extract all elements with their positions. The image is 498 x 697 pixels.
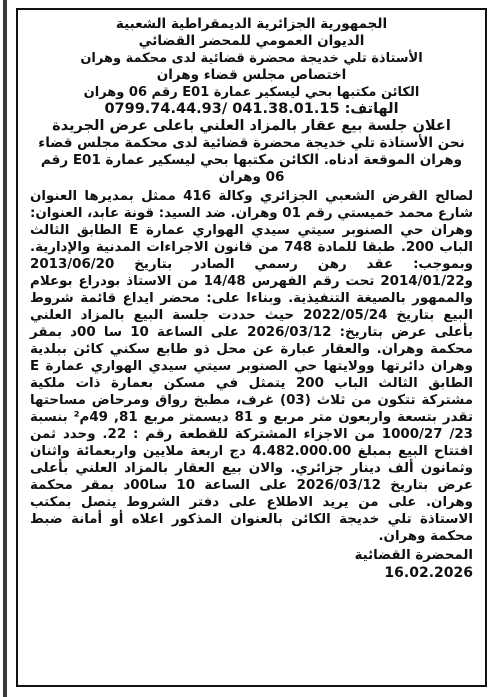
legal-notice-box bbox=[16, 8, 487, 687]
notice-body: لصالح القرض الشعبي الجزائري وكالة 416 ممثل بمديرها العنوان شارع محمد خميستي رقم 01 وهران. ضد السيد: قونة عابد، العنوان: وهران حي الصنوبر سيتي سيدي الهواري عمارة E الطابق الثالث الباب 200. طبقا للمادة 748 من قانون الاجراءات المدنية والإدارية. وبموجب: عقد رهن رسمي الصادر بتاريخ 2013/06/20 و2014/01/22 تحت رقم الفهرس 14/48 من الاستاذ بودراع بوعلام والممهور بالصيغة التنفيذية. وبناءا على: محضر ايداع قائمة شروط البيع بتاريخ 2022/05/24 حيث حددت جلسة البيع بالمزاد العلني بأعلى عرض بتاريخ: 2026/03/12 على الساعة 10 سا 00د بمقر محكمة وهران. والعقار عبارة عن محل ذو طابع سكني كائن ببلدية وهران دائرتها وولايتها حي الصنوبر سيتي سيدي الهواري عمارة E الطابق الثالث الباب 200 يتمثل في مسكن بعمارة ذات ملكية مشتركة تتكون من ثلاث (03) غرف، مطبخ رواق ومرحاض مساحتها تقدر بتسعة واربعون متر مربع و 81 ديسمتر مربع 81, 49م² بنسبة 23/ 1000/27 من الاجزاء المشتركة للقطعة رقم : 22. وحدد ثمن افتتاح البيع بمبلغ 4.482.000.00 دج اربعة ملايين واربعمائة واثنان وثمانون ألف دينار جزائري. والان بيع العقار بالمزاد العلني بأعلى عرض بتاريخ 2026/03/12 على الساعة 10 سا00د بمقر محكمة وهران. على من يريد الاطلاع على دفتر الشروط يتصل بمكتب الاستاذة تلي خديجة الكائن بالعنوان المذكور اعلاه أو أمانة ضبط محكمة وهران. bbox=[30, 189, 474, 544]
column-divider bbox=[3, 0, 7, 697]
notice-title: اعلان جلسة بيع عقار بالمزاد العلني باعلى عرض الجريدة bbox=[52, 118, 451, 134]
bailiff-name: الأستاذة تلي خديجة محضرة قضائية لدى محكمة وهران bbox=[80, 51, 423, 66]
notice-header bbox=[30, 16, 473, 186]
office-address: الكائن مكتبها بحي ليسكير عمارة E01 رقم 06 وهران bbox=[83, 85, 420, 100]
bailiff-intro: نحن الأستاذة تلي خديجة محضرة قضائية لدى محكمة مجلس قضاء وهران الموقعة ادناه. الكائن مكتبها بحي ليسكير عمارة E01 رقم 06 وهران bbox=[38, 135, 465, 185]
jurisdiction: اختصاص مجلس قضاء وهران bbox=[156, 67, 347, 83]
office-title: الديوان العمومي للمحضر القضائي bbox=[138, 33, 365, 49]
republic-title: الجمهورية الجزائرية الديمقراطية الشعبية bbox=[115, 16, 388, 32]
notice-date: 16.02.2026 bbox=[384, 565, 473, 581]
signature-label: المحضرة القضائية bbox=[354, 548, 473, 563]
phone-numbers: الهاتف: 041.38.01.15 /0799.74.44.93 bbox=[104, 101, 399, 117]
